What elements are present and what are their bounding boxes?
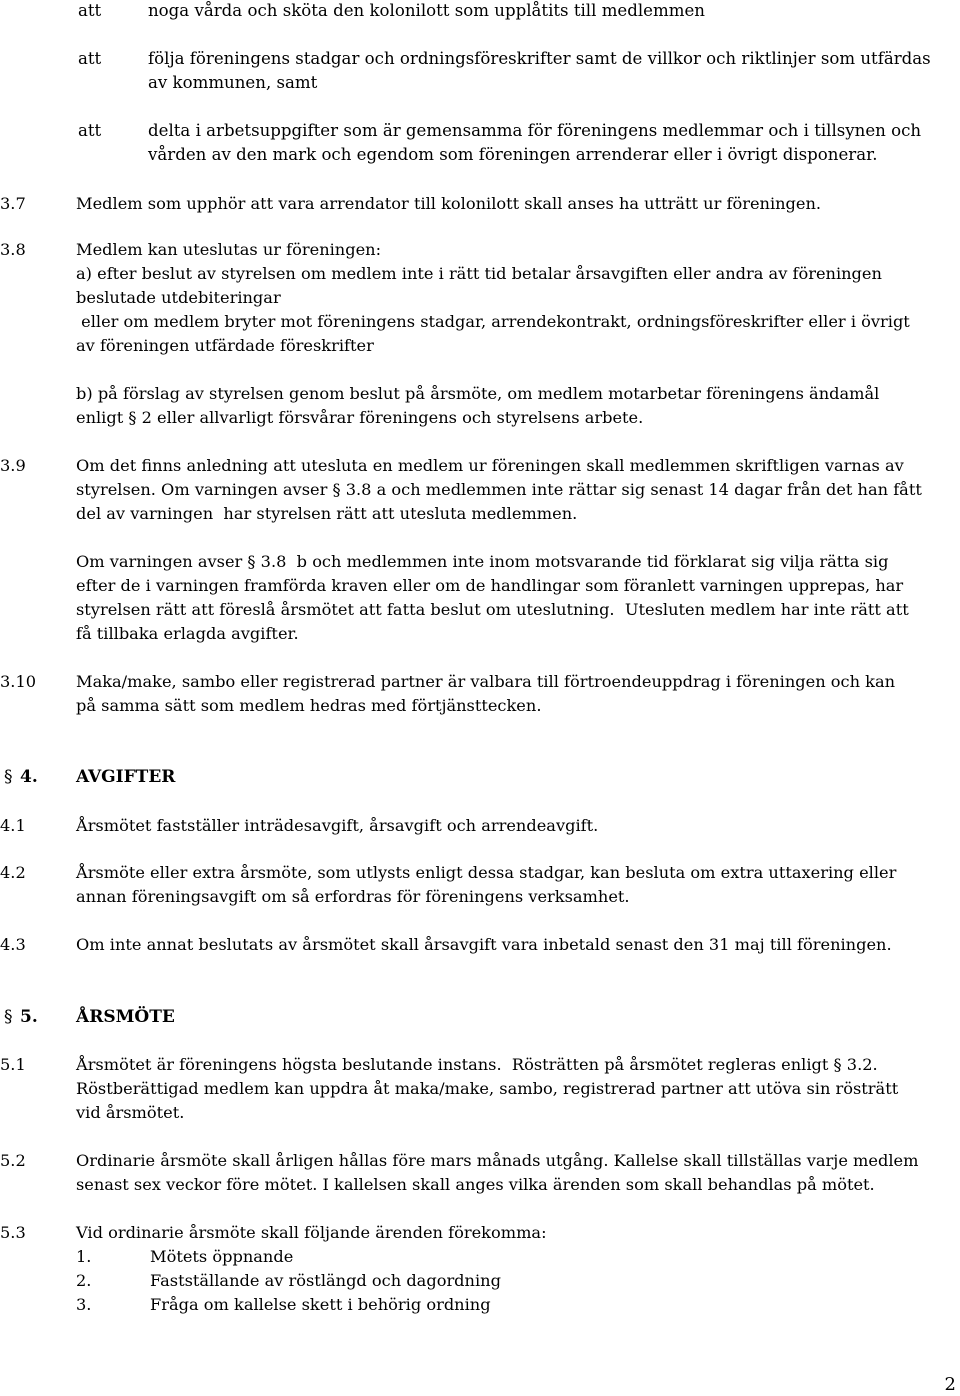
section-text: del av varningen har styrelsen rätt att utesluta medlemmen. xyxy=(76,504,578,523)
section-text: Röstberättigad medlem kan uppdra åt maka/make, sambo, registrerad partner att utöva sin rösträtt xyxy=(76,1079,899,1098)
section-text: Om inte annat beslutats av årsmötet skall årsavgift vara inbetald senast den 31 maj till föreningen. xyxy=(76,935,892,954)
section-text: Årsmötet är föreningens högsta beslutande instans. Rösträtten på årsmötet regleras enligt § 3.2. xyxy=(76,1055,878,1074)
section-text: av föreningen utfärdade föreskrifter xyxy=(76,336,374,355)
section-text: styrelsen rätt att föreslå årsmötet att fatta beslut om uteslutning. Utesluten medlem har inte rätt att xyxy=(76,600,909,619)
section-text: efter de i varningen framförda kraven eller om de handlingar som föranlett varningen upprepas, har xyxy=(76,576,904,595)
section-number: 3.7 xyxy=(0,194,26,213)
section-number: 3.10 xyxy=(0,672,37,691)
section-text: Medlem som upphör att vara arrendator till kolonilott skall anses ha utträtt ur föreningen. xyxy=(76,194,822,213)
section-text: Vid ordinarie årsmöte skall följande ärenden förekomma: xyxy=(76,1223,547,1242)
section-number: 5.3 xyxy=(0,1223,26,1242)
section-number: 5.1 xyxy=(0,1055,26,1074)
section-text: eller om medlem bryter mot föreningens stadgar, arrendekontrakt, ordningsföreskrifter eller i övrigt xyxy=(76,312,910,331)
section-text: Ordinarie årsmöte skall årligen hållas före mars månads utgång. Kallelse skall tillställas varje medlem xyxy=(76,1151,919,1170)
heading-title: AVGIFTER xyxy=(76,767,176,787)
page-number: 2 xyxy=(944,1374,956,1395)
bullet-label: att xyxy=(78,121,102,140)
att-bullet xyxy=(78,47,960,95)
section-number: 3.8 xyxy=(0,240,26,259)
section-text: Maka/make, sambo eller registrerad partner är valbara till förtroendeuppdrag i föreningen och kan xyxy=(76,672,896,691)
bullet-text: av kommunen, samt xyxy=(148,73,318,92)
section-text: beslutade utdebiteringar xyxy=(76,288,281,307)
list-item-number: 2. xyxy=(76,1271,92,1290)
section-text: på samma sätt som medlem hedras med förtjänsttecken. xyxy=(76,696,542,715)
section-number: 4.1 xyxy=(0,816,26,835)
bullet-text: vården av den mark och egendom som föreningen arrenderar eller i övrigt disponerar. xyxy=(148,145,878,164)
heading-number: 5. xyxy=(20,1007,38,1027)
section-text: Medlem kan uteslutas ur föreningen: xyxy=(76,240,382,259)
list-item-text: Fråga om kallelse skett i behörig ordning xyxy=(150,1295,491,1314)
list-item-text: Fastställande av röstlängd och dagordning xyxy=(150,1271,501,1290)
paragraph-sign: § xyxy=(4,1007,13,1027)
section-text: Om varningen avser § 3.8 b och medlemmen inte inom motsvarande tid förklarat sig vilja rätta sig xyxy=(76,552,889,571)
section-text: Om det finns anledning att utesluta en medlem ur föreningen skall medlemmen skriftligen varnas av xyxy=(76,456,904,475)
section-text: styrelsen. Om varningen avser § 3.8 a och medlemmen inte rättar sig senast 14 dagar från det han fått xyxy=(76,480,922,499)
section-text: vid årsmötet. xyxy=(76,1103,185,1122)
section-text: senast sex veckor före mötet. I kallelsen skall anges vilka ärenden som skall behandlas på mötet. xyxy=(76,1175,875,1194)
section-number: 4.3 xyxy=(0,935,26,954)
paragraph-sign: § xyxy=(4,767,13,787)
section-number: 5.2 xyxy=(0,1151,26,1170)
bullet-label: att xyxy=(78,49,102,68)
section-text: Årsmöte eller extra årsmöte, som utlysts enligt dessa stadgar, kan besluta om extra uttaxering eller xyxy=(76,863,897,882)
section-text: enligt § 2 eller allvarligt försvårar föreningens och styrelsens arbete. xyxy=(76,408,644,427)
heading-title: ÅRSMÖTE xyxy=(76,1007,175,1027)
list-item-number: 3. xyxy=(76,1295,92,1314)
bullet-text: noga vårda och sköta den kolonilott som upplåtits till medlemmen xyxy=(148,1,705,20)
list-item-number: 1. xyxy=(76,1247,92,1266)
section-text: få tillbaka erlagda avgifter. xyxy=(76,624,299,643)
bullet-label: att xyxy=(78,1,102,20)
bullet-text: följa föreningens stadgar och ordningsföreskrifter samt de villkor och riktlinjer som utfärdas xyxy=(148,49,931,68)
section-text: annan föreningsavgift om så erfordras för föreningens verksamhet. xyxy=(76,887,630,906)
bullet-text: delta i arbetsuppgifter som är gemensamma för föreningens medlemmar och i tillsynen och xyxy=(148,121,922,140)
heading-number: 4. xyxy=(20,767,38,787)
section-number: 4.2 xyxy=(0,863,26,882)
att-bullet xyxy=(78,119,960,167)
section-number: 3.9 xyxy=(0,456,26,475)
section-text: b) på förslag av styrelsen genom beslut på årsmöte, om medlem motarbetar föreningens ändamål xyxy=(76,384,880,403)
list-item-text: Mötets öppnande xyxy=(150,1247,294,1266)
section-text: a) efter beslut av styrelsen om medlem inte i rätt tid betalar årsavgiften eller andra av föreningen xyxy=(76,264,882,283)
section-text: Årsmötet fastställer inträdesavgift, årsavgift och arrendeavgift. xyxy=(76,816,599,835)
